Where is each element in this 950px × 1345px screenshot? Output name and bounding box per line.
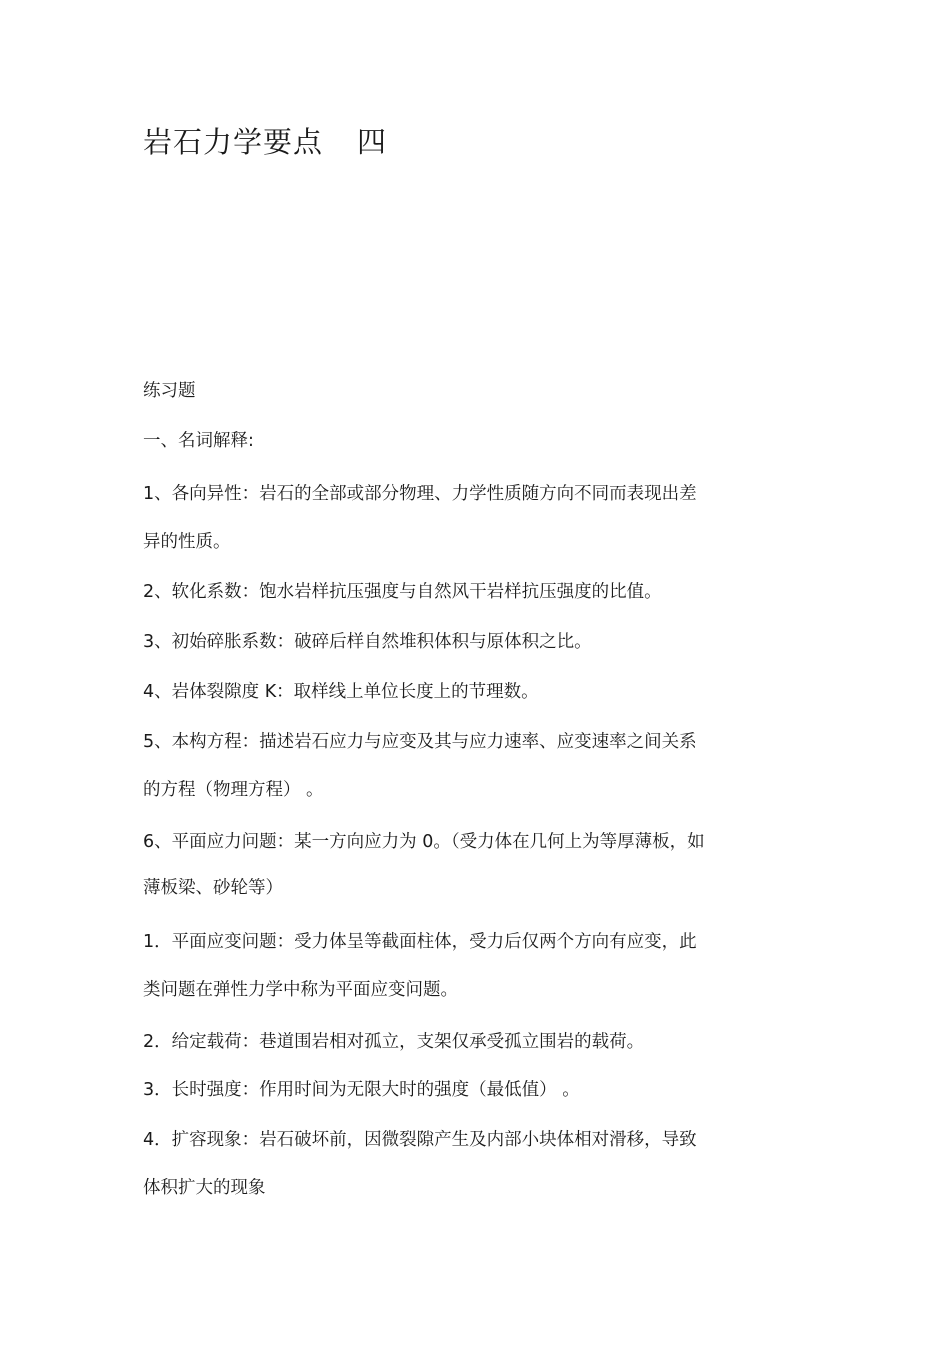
text-line: 的方程（物理方程） 。 (143, 780, 324, 800)
text-line: 薄板梁、砂轮等） (143, 878, 283, 898)
text-line: 4、岩体裂隙度 K：取样线上单位长度上的节理数。 (143, 682, 539, 702)
text-line: 3．长时强度：作用时间为无限大时的强度（最低值） 。 (143, 1080, 580, 1100)
text-line: 1．平面应变问题：受力体呈等截面柱体，受力后仅两个方向有应变，此 (143, 932, 697, 952)
text-line: 1、各向异性：岩石的全部或部分物理、力学性质随方向不同而表现出差 (143, 484, 697, 504)
text-line: 体积扩大的现象 (143, 1178, 266, 1198)
text-line: 6、平面应力问题：某一方向应力为 0。（受力体在几何上为等厚薄板，如 (143, 832, 705, 852)
text-line: 异的性质。 (143, 532, 231, 552)
title-suffix: 四 (357, 125, 388, 159)
part-heading: 一、名词解释: (143, 431, 254, 451)
document-title (143, 122, 387, 162)
text-line: 2、软化系数：饱水岩样抗压强度与自然风干岩样抗压强度的比值。 (143, 582, 662, 602)
text-line: 类问题在弹性力学中称为平面应变问题。 (143, 980, 458, 1000)
text-line: 4．扩容现象：岩石破坏前，因微裂隙产生及内部小块体相对滑移，导致 (143, 1130, 697, 1150)
section-heading: 练习题 (143, 381, 196, 401)
text-line: 2．给定载荷：巷道围岩相对孤立，支架仅承受孤立围岩的载荷。 (143, 1032, 645, 1052)
text-line: 5、本构方程：描述岩石应力与应变及其与应力速率、应变速率之间关系 (143, 732, 697, 752)
text-line: 3、初始碎胀系数：破碎后样自然堆积体积与原体积之比。 (143, 632, 592, 652)
title-main: 岩石力学要点 (143, 125, 324, 159)
